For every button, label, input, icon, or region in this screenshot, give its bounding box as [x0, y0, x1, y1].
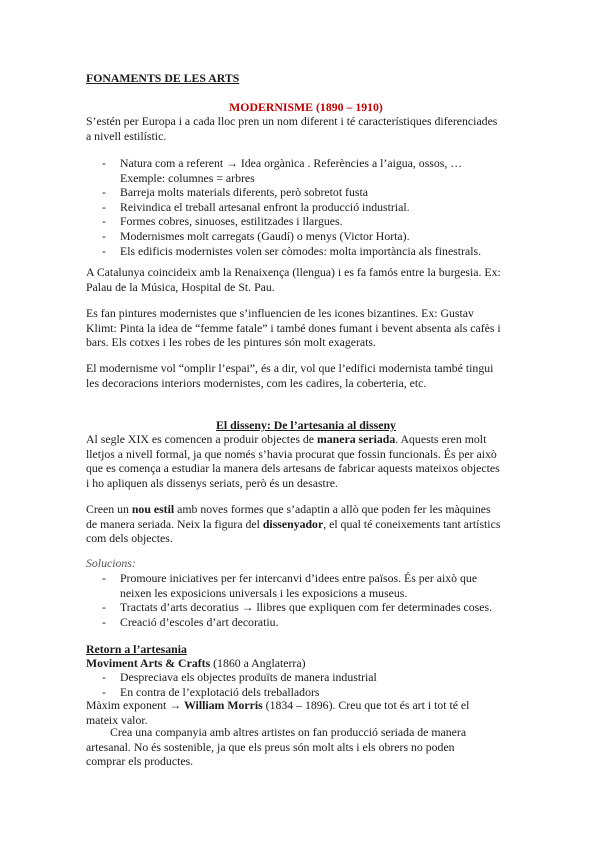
list-item: - Barreja molts materials diferents, però sobretot fusta: [102, 185, 368, 200]
document-title: FONAMENTS DE LES ARTS: [86, 71, 240, 85]
paragraph-omplir-espai: El modernisme vol “omplir l’espai”, és a dir, vol que l’edifici modernista també tingui les decoracions interiors modernistes, com les cadires, la coberteria, etc.: [86, 361, 494, 390]
list-item: Exemple: columnes = arbres: [120, 170, 255, 185]
list-item: - Reivindica el treball artesanal enfront la producció industrial.: [102, 199, 410, 214]
section-heading-disseny: El disseny: De l’artesania al disseny: [216, 418, 396, 432]
list-item: - Formes cobres, sinuoses, estilitzades i llargues.: [102, 214, 343, 229]
list-item: neixen les exposicions universals i les exposicions a museus.: [120, 585, 408, 600]
paragraph-nou-estil: Creen un nou estil amb noves formes que s’adaptin a allò que poden fer les màquines de manera seriada. Neix la figura del dissenyador, el qual té coneixements tant artístics com dels objectes.: [86, 502, 501, 546]
list-item: - Despreciava els objectes produïts de manera industrial: [102, 670, 377, 684]
paragraph-segle-xix: Al segle XIX es comencen a produir objectes de manera seriada. Aquests eren molt lletjos a nivell formal, ja que només s’havia procurat que fossin funcionals. És per això que es comença a estudiar la manera dels artesans de fabricar aquests mateixos objectes i ho apliquen als dissenys seriats, però és un desastre.: [86, 432, 500, 490]
modernisme-intro: [86, 114, 526, 143]
list-item: - Modernismes molt carregats (Gaudí) o menys (Victor Horta).: [102, 228, 410, 243]
list-item: - Natura com a referent → Idea orgànica . Referències a l’aigua, ossos, …: [102, 156, 463, 170]
list-item: - Els edificis modernistes volen ser còmodes: molta importància als finestrals.: [102, 243, 482, 258]
solucions-label: Solucions:: [86, 556, 136, 570]
moviment-arts-crafts: Moviment Arts & Crafts (1860 a Anglaterra): [86, 656, 306, 670]
list-item: - Promoure iniciatives per fer intercanvi d’idees entre països. És per això que: [102, 571, 478, 585]
arts-crafts-bullet-list: [86, 670, 526, 699]
paragraph-companyia: Crea una companyia amb altres artistes on fan producció seriada de manera artesanal. No és sostenible, ja que els preus són molt alts i els obrers no poden comprar els productes.: [86, 725, 467, 769]
paragraph-catalunya: A Catalunya coincideix amb la Renaixença (llengua) i es fa famós entre la burgesia. Ex: Palau de la Música, Hospital de St. Pau.: [86, 265, 501, 294]
list-item: - Creació d’escoles d’art decoratiu.: [102, 614, 279, 629]
paragraph-pintures: Es fan pintures modernistes que s’influencien de les icones bizantines. Ex: Gustav Klimt: Pinta la idea de “femme fatale” i també dones fumant i bevent absenta als cafès i bars. Els cotxes i les robes de les pintures són molt exagerats.: [86, 306, 501, 350]
intro-line: S’estén per Europa i a cada lloc pren un nom diferent i té característiques diferenciades: [86, 114, 498, 128]
section-heading-retorn: Retorn a l’artesania: [86, 642, 187, 656]
section-heading-modernisme: MODERNISME (1890 – 1910): [229, 100, 383, 114]
intro-line: a nivell estilístic.: [86, 128, 167, 143]
list-item: - En contra de l’explotació dels treballadors: [102, 684, 320, 699]
list-item: - Tractats d’arts decoratius → llibres que expliquen com fer determinades coses.: [102, 600, 493, 615]
solucions-bullet-list: [86, 571, 526, 629]
paragraph-william-morris: Màxim exponent → William Morris (1834 – 1896). Creu que tot és art i tot té el mateix valor.: [86, 698, 470, 727]
modernisme-bullet-list: [86, 156, 526, 258]
